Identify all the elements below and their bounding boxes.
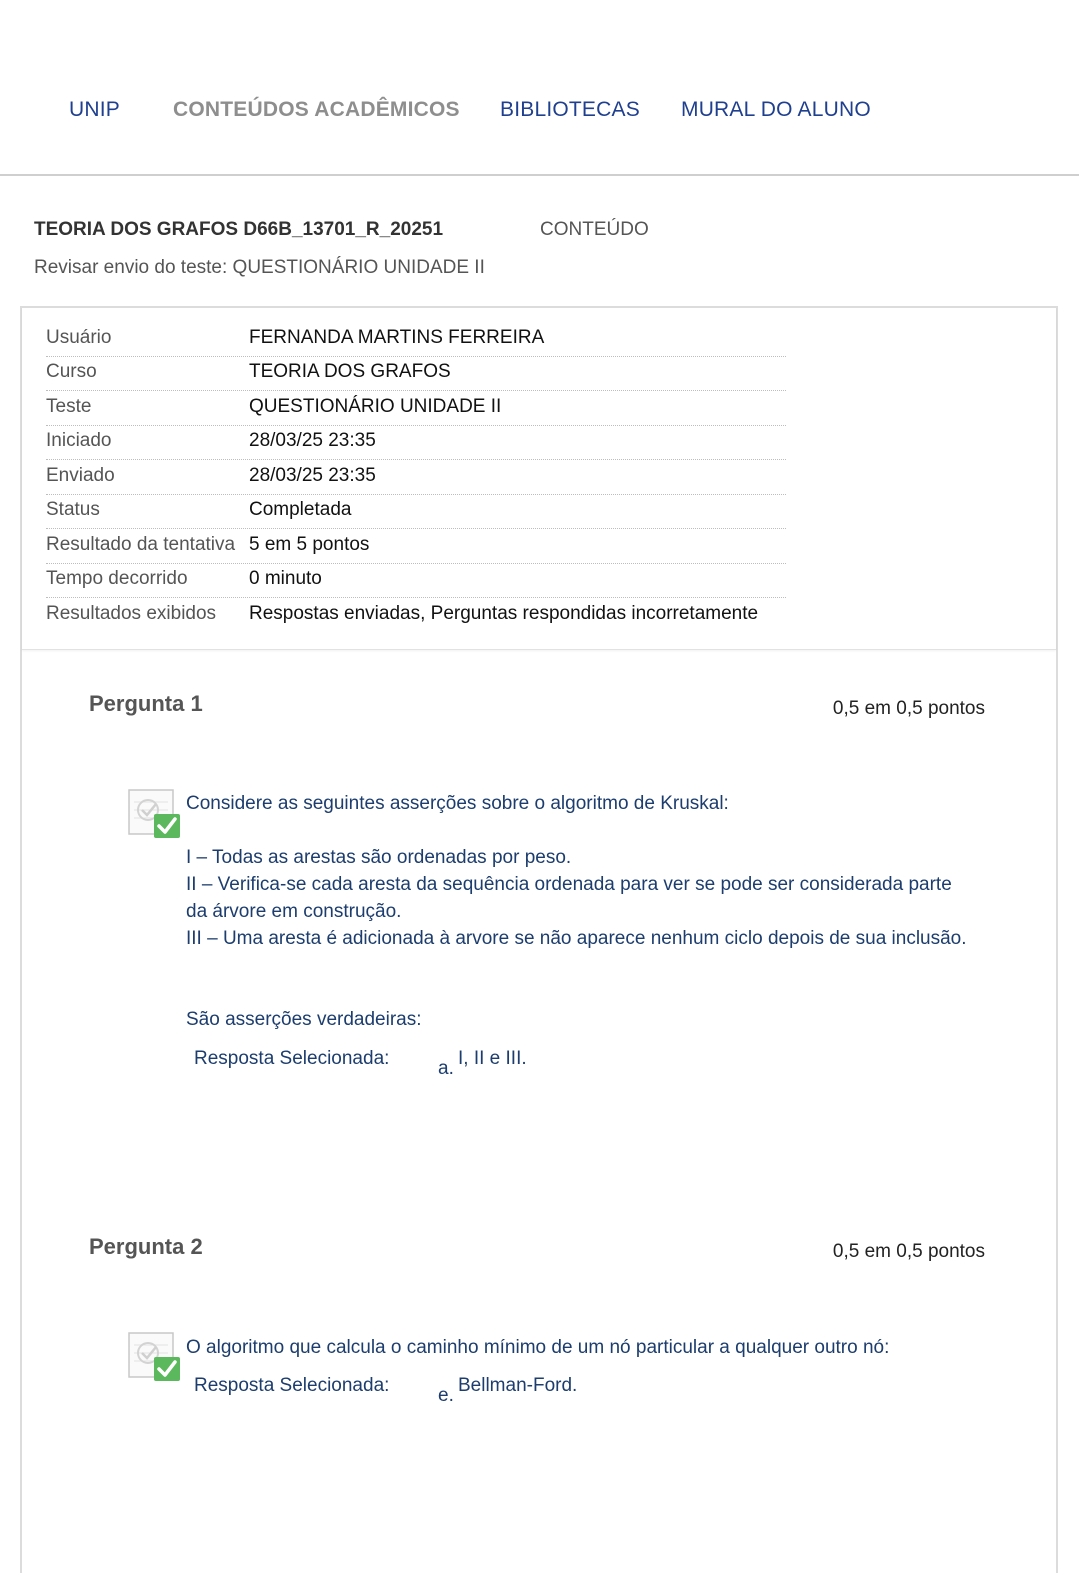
question-1-question: São asserções verdadeiras: <box>186 1009 422 1030</box>
question-2-answer-label: Resposta Selecionada: <box>194 1375 390 1396</box>
question-1-answer-letter: a. <box>438 1058 454 1079</box>
content-breadcrumb-link[interactable]: CONTEÚDO <box>540 219 649 240</box>
question-2-answer-letter: e. <box>438 1385 454 1406</box>
summary-value: 0 minuto <box>249 568 322 589</box>
summary-value: Completada <box>249 499 352 520</box>
question-1-assertion-iii: III – Uma aresta é adicionada à arvore se não aparece nenhum ciclo depois de sua inclusão. <box>186 928 967 949</box>
nav-bibliotecas-link[interactable]: BIBLIOTECAS <box>500 98 640 121</box>
summary-label: Status <box>46 499 100 520</box>
summary-row-resultados-exibidos <box>46 599 786 633</box>
nav-unip-link[interactable]: UNIP <box>69 98 120 121</box>
nav-mural-do-aluno-link[interactable]: MURAL DO ALUNO <box>681 98 871 121</box>
summary-row-curso <box>46 357 786 391</box>
question-2-score: 0,5 em 0,5 pontos <box>832 1241 985 1262</box>
summary-row-teste <box>46 392 786 426</box>
summary-value: TEORIA DOS GRAFOS <box>249 361 451 382</box>
correct-check-icon <box>128 788 182 840</box>
question-2-prompt: O algoritmo que calcula o caminho mínimo de um nó particular a qualquer outro nó: <box>186 1337 890 1358</box>
summary-row-iniciado <box>46 426 786 460</box>
correct-check-icon <box>128 1331 182 1383</box>
question-1-assertion-ii: II – Verifica-se cada aresta da sequência ordenada para ver se pode ser considerada parte da árvore em construção. <box>186 874 952 922</box>
summary-row-enviado <box>46 461 786 495</box>
question-1-prompt: Considere as seguintes asserções sobre o algoritmo de Kruskal: <box>186 793 729 814</box>
summary-row-usuario <box>46 323 786 357</box>
summary-row-resultado <box>46 530 786 564</box>
summary-label: Tempo decorrido <box>46 568 188 589</box>
question-1-title: Pergunta 1 <box>89 691 203 716</box>
summary-label: Teste <box>46 396 92 417</box>
question-1-answer-text: I, II e III. <box>458 1048 527 1069</box>
summary-label: Enviado <box>46 465 115 486</box>
question-1-answer-label: Resposta Selecionada: <box>194 1048 390 1069</box>
summary-value: Respostas enviadas, Perguntas respondidas incorretamente <box>249 603 759 624</box>
summary-value: FERNANDA MARTINS FERREIRA <box>249 327 545 348</box>
top-navigation <box>0 0 1079 176</box>
summary-label: Resultados exibidos <box>46 603 217 624</box>
nav-conteudos-academicos-link[interactable]: CONTEÚDOS ACADÊMICOS <box>173 98 460 121</box>
summary-label: Curso <box>46 361 97 382</box>
summary-row-tempo <box>46 564 786 598</box>
summary-value: 28/03/25 23:35 <box>249 465 376 486</box>
summary-value: 5 em 5 pontos <box>249 534 370 555</box>
question-1-assertion-i: I – Todas as arestas são ordenadas por peso. <box>186 847 572 868</box>
summary-value: QUESTIONÁRIO UNIDADE II <box>249 396 502 417</box>
question-2-title: Pergunta 2 <box>89 1234 203 1259</box>
summary-label: Usuário <box>46 327 112 348</box>
question-2-answer-text: Bellman-Ford. <box>458 1375 578 1396</box>
question-1-score: 0,5 em 0,5 pontos <box>832 698 985 719</box>
summary-label: Iniciado <box>46 430 112 451</box>
summary-row-status <box>46 495 786 529</box>
course-title[interactable]: TEORIA DOS GRAFOS D66B_13701_R_20251 <box>34 219 444 240</box>
summary-label: Resultado da tentativa <box>46 534 236 555</box>
page-breadcrumb: Revisar envio do teste: QUESTIONÁRIO UNIDADE II <box>34 257 485 278</box>
summary-value: 28/03/25 23:35 <box>249 430 376 451</box>
